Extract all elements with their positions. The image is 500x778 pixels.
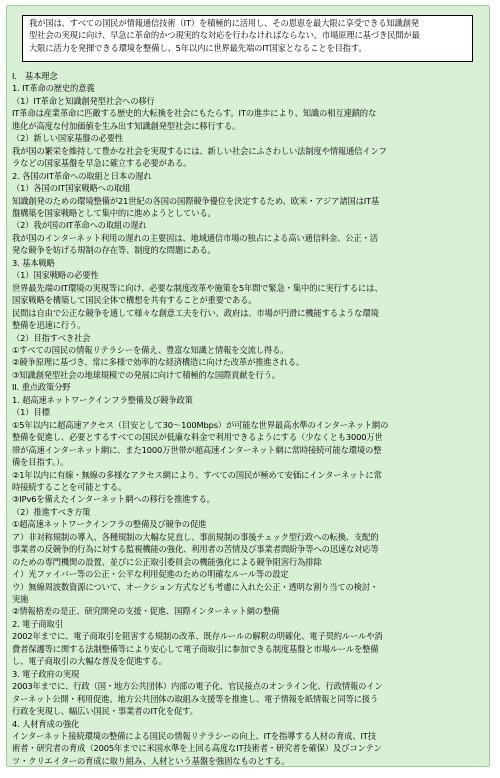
body-line: （1）目標	[12, 407, 50, 418]
body-line: ②情報格差の是正、研究開発の支援・促進、国際インターネット網の整備	[12, 606, 280, 617]
body-line: 整備を促進し、必要とするすべての国民が低廉な料金で利用できるようにする（少なくとも3000万世	[12, 432, 383, 443]
body-line: 時接続することを可能とする。	[12, 481, 127, 492]
body-line: 1. 超高速ネットワークインフラ整備及び競争政策	[12, 394, 193, 405]
body-line: 国家戦略を構築して国民全体で構想を共有することが重要である。	[12, 295, 257, 306]
body-line: 1. IT革命の歴史的意義	[12, 83, 95, 94]
body-line: ②1年以内に有線・無線の多様なアクセス網により、すべての国民が極めて安価にインターネットに常	[12, 469, 382, 480]
body-line: ツ・クリエイターの育成に取り組み、人材という基盤を強固なものとする。	[12, 755, 290, 766]
body-line: 進化が高度な付加価値を生み出す知識創発型社会に移行する。	[12, 120, 241, 131]
summary-line: 大限に活力を発揮できる環境を整備し、5年以内に世界最先端のIT国家となることを目指す。	[29, 42, 367, 53]
body-line: インターネット接続環境の整備による国民の情報リテラシーの向上、ITを指導する人材の育成、IT技	[12, 731, 376, 742]
body-line: ターネット公開・利用促進、地方公共団体の取組み支援等を推進し、電子情報を紙情報と同等に扱う	[12, 693, 379, 704]
document-body	[12, 70, 482, 767]
summary-box	[22, 15, 473, 62]
body-line: （2）新しい国家基盤の必要性	[12, 133, 124, 144]
body-line: ②競争原理に基づき、常に多様で効率的な経済構造に向けた改革が推進される。	[12, 357, 305, 368]
body-line: （2）目指すべき社会	[12, 332, 91, 343]
body-line: （1）各国のIT国家戦略への取組	[12, 183, 131, 194]
body-line: し、電子商取引の大幅な普及を促進する。	[12, 656, 167, 667]
body-line: 備を目指す。）。	[12, 457, 69, 468]
body-line: （1）IT革命と知識創発型社会への移行	[12, 95, 155, 106]
body-line: 世界最先端のIT環境の実現等に向け、必要な制度改革や施策を5年間で緊急・集中的に実行するには、	[12, 282, 383, 293]
body-line: 帯が高速インターネット網に、また1000万世帯が超高速インターネット網に常時接続可能な環境の整	[12, 444, 382, 455]
body-line: ③知識創発型社会の地球規模での発展に向けて積極的な国際貢献を行う。	[12, 369, 280, 380]
body-line: ①超高速ネットワークインフラの整備及び競争の促進	[12, 519, 207, 530]
body-line: 発な競争を妨げる規制の存在等、制度的な問題にある。	[12, 245, 216, 256]
body-line: 2002年までに、電子商取引を阻害する規制の改革、既存ルールの解釈の明確化、電子契約ルールや消	[12, 631, 383, 642]
body-line: 事業者の反競争的行為に対する監視機能の強化、利用者の苦情及び事業者間紛争等への迅速な対応等	[12, 544, 379, 555]
body-line: 2003年までに、行政（国・地方公共団体）内部の電子化、官民接点のオンライン化、行政情報のイン	[12, 681, 383, 692]
body-line: ウ）無線周波数資源について、オークション方式なども考慮に入れた公正・透明な割り当ての検討・	[12, 581, 379, 592]
summary-line: 型社会の実現に向け、早急に革命的かつ現実的な対応を行わなければならない。市場原理に基づき民間が最	[29, 30, 420, 41]
body-line: （2）推進すべき方策	[12, 506, 91, 517]
body-line: 整備を迅速に行う。	[12, 320, 86, 331]
body-line: ア）非対称規制の導入、各種規制の大幅な見直し、事前規制の事後チェック型行政への転換、支配的	[12, 531, 379, 542]
body-line: 費者保護等に関する法制整備等により安心して電子商取引に参加できる制度基盤と市場ルールを整備	[12, 643, 379, 654]
body-line: IT革命は産業革命に匹敵する歴史的大転換を社会にもたらす。ITの進歩により、知識の相互連鎖的な	[12, 108, 377, 119]
body-line: 3. 電子政府の実現	[12, 668, 80, 679]
body-line: 2. 各国のIT革命への取組と日本の遅れ	[12, 170, 152, 181]
body-line: I. 基本理念	[12, 71, 58, 81]
body-line: （1）国家戦略の必要性	[12, 270, 99, 281]
body-line: II. 重点政策分野	[12, 382, 71, 393]
body-line: 我が国の繁栄を維持して豊かな社会を実現するには、新しい社会にふさわしい法制度や情報通信インフ	[12, 145, 387, 156]
body-line: ラなどの国家基盤を早急に確立する必要がある。	[12, 158, 192, 169]
body-line: （2）我が国のIT革命への取組の遅れ	[12, 220, 147, 231]
body-line: のための専門機関の設置、並びに公正取引委員会の機能強化による競争阻害行為排除	[12, 556, 322, 567]
body-line: 民間は自由で公正な競争を通して様々な創意工夫を行い、政府は、市場が円滑に機能するような環境	[12, 307, 379, 318]
body-line: 3. 基本戦略	[12, 257, 55, 268]
body-line: 術者・研究者の育成（2005年までに米国水準を上回る高度なIT技術者・研究者を確保）及びコンテン	[12, 743, 382, 754]
body-line: ①すべての国民の情報リテラシーを備え、豊富な知識と情報を交流し得る。	[12, 344, 289, 355]
body-line: 盤構築を国家戦略として集中的に進めようとしている。	[12, 207, 216, 218]
body-line: ①5年以内に超高速アクセス（目安として30～100Mbps）が可能な世界最高水準のインターネット網の	[12, 419, 389, 430]
summary-line: 我が国は、すべての国民が情報通信技術（IT）を積極的に活用し、その恩恵を最大限に享受できる知識創発	[29, 18, 419, 28]
body-line: ③IPv6を備えたインターネット網への移行を推進する。	[12, 494, 215, 505]
body-line: 行政を実現し、幅広い国民・事業者のIT化を促す。	[12, 706, 198, 717]
body-line: 4. 人材育成の強化	[12, 718, 80, 729]
body-line: 2. 電子商取引	[12, 618, 63, 629]
body-line: 知識創発のための環境整備が21世紀の各国の国際競争優位を決定するため、欧米・アジア諸国はIT基	[12, 195, 380, 206]
body-line: 実施	[12, 594, 29, 605]
body-line: イ）光ファイバー等の公正・公平な利用促進のための明確なルール等の設定	[12, 569, 289, 580]
body-line: 我が国のインターネット利用の遅れの主要因は、地域通信市場の独占による高い通信料金、公正・活	[12, 232, 378, 243]
